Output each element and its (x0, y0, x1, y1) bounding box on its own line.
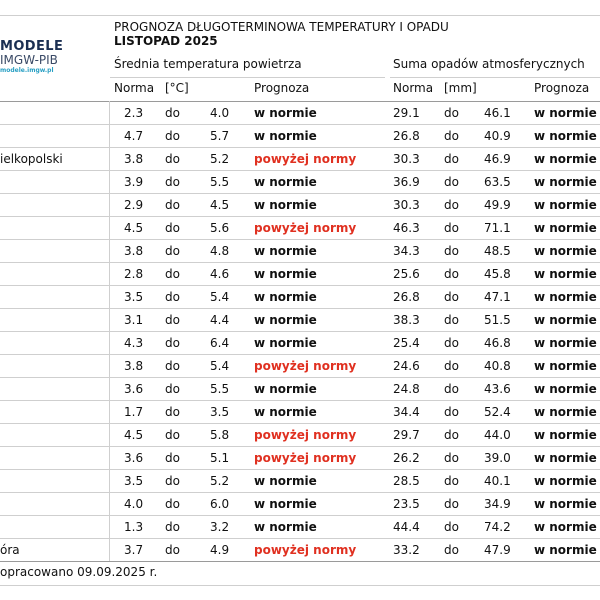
precip-forecast: w normie (534, 474, 597, 488)
precip-norm-separator: do (444, 428, 459, 442)
precip-forecast: w normie (534, 382, 597, 396)
precip-forecast: w normie (534, 244, 597, 258)
precip-norm-separator: do (444, 336, 459, 350)
page-subtitle: LISTOPAD 2025 (114, 34, 218, 48)
logo-main-text: MODELE (0, 39, 64, 54)
temp-norm-max: 4.4 (210, 313, 230, 327)
temp-forecast: w normie (254, 336, 317, 350)
precip-forecast: w normie (534, 152, 597, 166)
precip-norm-min: 25.6 (393, 267, 420, 281)
footer-divider (0, 585, 600, 586)
temp-norm-min: 4.3 (124, 336, 144, 350)
temp-norm-separator: do (165, 313, 180, 327)
temp-forecast: w normie (254, 474, 317, 488)
precip-norm-min: 44.4 (393, 520, 420, 534)
precip-norm-max: 49.9 (484, 198, 511, 212)
precip-norm-max: 44.0 (484, 428, 511, 442)
precip-norm-min: 46.3 (393, 221, 420, 235)
temp-norm-max: 5.2 (210, 152, 230, 166)
precip-norm-max: 34.9 (484, 497, 511, 511)
precip-norm-min: 26.8 (393, 290, 420, 304)
temp-norm-min: 4.5 (124, 428, 144, 442)
precip-norm-separator: do (444, 267, 459, 281)
col-temp-norma: Norma (114, 81, 155, 95)
precip-norm-max: 46.9 (484, 152, 511, 166)
precip-norm-min: 38.3 (393, 313, 420, 327)
precip-norm-min: 29.7 (393, 428, 420, 442)
col-temp-prognoza: Prognoza (254, 81, 310, 95)
temp-norm-separator: do (165, 428, 180, 442)
precipitation-section-title: Suma opadów atmosferycznych (393, 57, 585, 71)
precip-norm-max: 51.5 (484, 313, 511, 327)
region-name: óra (0, 543, 20, 557)
temp-norm-min: 3.7 (124, 543, 144, 557)
temp-norm-max: 5.4 (210, 290, 230, 304)
temp-norm-min: 3.8 (124, 359, 144, 373)
precip-norm-max: 52.4 (484, 405, 511, 419)
precip-norm-min: 25.4 (393, 336, 420, 350)
temp-forecast: w normie (254, 520, 317, 534)
precip-forecast: w normie (534, 129, 597, 143)
precip-norm-min: 24.8 (393, 382, 420, 396)
temp-norm-min: 3.1 (124, 313, 144, 327)
temp-forecast: w normie (254, 244, 317, 258)
precip-forecast: w normie (534, 520, 597, 534)
temp-forecast: w normie (254, 106, 317, 120)
region-name: ielkopolski (0, 152, 63, 166)
temp-norm-max: 5.2 (210, 474, 230, 488)
precip-norm-separator: do (444, 152, 459, 166)
precip-norm-separator: do (444, 405, 459, 419)
temp-norm-min: 3.5 (124, 474, 144, 488)
temp-norm-separator: do (165, 221, 180, 235)
col-precip-unit: [mm] (444, 81, 477, 95)
precip-norm-min: 34.4 (393, 405, 420, 419)
temp-forecast: w normie (254, 129, 317, 143)
temp-norm-max: 6.4 (210, 336, 230, 350)
precip-norm-separator: do (444, 106, 459, 120)
precip-norm-max: 39.0 (484, 451, 511, 465)
temp-norm-max: 3.5 (210, 405, 230, 419)
precip-norm-separator: do (444, 382, 459, 396)
precip-norm-max: 63.5 (484, 175, 511, 189)
temp-norm-max: 5.5 (210, 382, 230, 396)
col-precip-prognoza: Prognoza (534, 81, 590, 95)
temp-norm-separator: do (165, 336, 180, 350)
temp-forecast: powyżej normy (254, 543, 357, 557)
precip-norm-max: 46.8 (484, 336, 511, 350)
temp-norm-separator: do (165, 290, 180, 304)
precip-norm-separator: do (444, 244, 459, 258)
precip-forecast: w normie (534, 543, 597, 557)
temp-norm-min: 1.3 (124, 520, 144, 534)
temp-forecast: w normie (254, 198, 317, 212)
footer-note: opracowano 09.09.2025 r. (0, 565, 158, 579)
temp-forecast: powyżej normy (254, 451, 357, 465)
col-temp-unit: [°C] (165, 81, 189, 95)
precip-forecast: w normie (534, 267, 597, 281)
temp-norm-separator: do (165, 152, 180, 166)
temp-norm-separator: do (165, 543, 180, 557)
precip-forecast: w normie (534, 405, 597, 419)
precip-forecast: w normie (534, 428, 597, 442)
temp-norm-max: 3.2 (210, 520, 230, 534)
temp-norm-max: 4.8 (210, 244, 230, 258)
temp-norm-max: 5.8 (210, 428, 230, 442)
precip-norm-separator: do (444, 198, 459, 212)
precip-norm-max: 40.1 (484, 474, 511, 488)
temp-forecast: w normie (254, 267, 317, 281)
precip-norm-separator: do (444, 313, 459, 327)
temp-forecast: w normie (254, 290, 317, 304)
precip-norm-separator: do (444, 129, 459, 143)
precip-norm-separator: do (444, 451, 459, 465)
precip-forecast: w normie (534, 451, 597, 465)
precip-norm-min: 26.8 (393, 129, 420, 143)
temp-norm-separator: do (165, 520, 180, 534)
precip-section-underline (390, 77, 600, 78)
temp-norm-min: 2.3 (124, 106, 144, 120)
precip-forecast: w normie (534, 175, 597, 189)
temp-norm-separator: do (165, 106, 180, 120)
temp-norm-separator: do (165, 198, 180, 212)
temp-norm-min: 4.5 (124, 221, 144, 235)
precip-norm-max: 71.1 (484, 221, 511, 235)
top-divider (0, 15, 600, 16)
precip-norm-max: 47.1 (484, 290, 511, 304)
temperature-section-title: Średnia temperatura powietrza (114, 57, 302, 71)
temp-norm-min: 3.8 (124, 152, 144, 166)
temp-forecast: powyżej normy (254, 152, 357, 166)
precip-norm-min: 30.3 (393, 198, 420, 212)
temp-norm-min: 3.6 (124, 451, 144, 465)
temp-norm-separator: do (165, 382, 180, 396)
precip-norm-separator: do (444, 359, 459, 373)
temp-norm-max: 5.6 (210, 221, 230, 235)
temp-norm-separator: do (165, 359, 180, 373)
temp-norm-min: 2.8 (124, 267, 144, 281)
precip-norm-max: 48.5 (484, 244, 511, 258)
precip-norm-min: 23.5 (393, 497, 420, 511)
temp-norm-min: 3.8 (124, 244, 144, 258)
temp-norm-max: 4.0 (210, 106, 230, 120)
precip-norm-max: 43.6 (484, 382, 511, 396)
precip-forecast: w normie (534, 198, 597, 212)
temp-norm-min: 1.7 (124, 405, 144, 419)
precip-norm-max: 46.1 (484, 106, 511, 120)
temp-forecast: w normie (254, 405, 317, 419)
temp-norm-separator: do (165, 129, 180, 143)
logo (0, 40, 63, 74)
temp-forecast: w normie (254, 313, 317, 327)
precip-norm-max: 74.2 (484, 520, 511, 534)
precip-norm-min: 29.1 (393, 106, 420, 120)
temp-norm-min: 3.5 (124, 290, 144, 304)
precip-forecast: w normie (534, 336, 597, 350)
precip-norm-min: 36.9 (393, 175, 420, 189)
table-bottom-divider (0, 561, 600, 562)
temp-norm-separator: do (165, 244, 180, 258)
temp-forecast: w normie (254, 497, 317, 511)
temp-norm-min: 3.6 (124, 382, 144, 396)
precip-norm-max: 40.8 (484, 359, 511, 373)
temp-norm-separator: do (165, 474, 180, 488)
precip-norm-separator: do (444, 543, 459, 557)
temp-norm-min: 2.9 (124, 198, 144, 212)
logo-url-text: modele.imgw.pl (0, 67, 54, 74)
temp-norm-separator: do (165, 175, 180, 189)
temp-norm-max: 4.6 (210, 267, 230, 281)
temp-norm-max: 5.4 (210, 359, 230, 373)
precip-norm-min: 24.6 (393, 359, 420, 373)
temp-forecast: powyżej normy (254, 428, 357, 442)
precip-norm-separator: do (444, 497, 459, 511)
precip-norm-separator: do (444, 474, 459, 488)
temp-section-underline (110, 77, 385, 78)
precip-norm-min: 30.3 (393, 152, 420, 166)
temp-norm-separator: do (165, 451, 180, 465)
precip-forecast: w normie (534, 290, 597, 304)
precip-forecast: w normie (534, 359, 597, 373)
precip-norm-max: 40.9 (484, 129, 511, 143)
col-precip-norma: Norma (393, 81, 434, 95)
temp-forecast: powyżej normy (254, 359, 357, 373)
temp-norm-min: 3.9 (124, 175, 144, 189)
precip-norm-min: 28.5 (393, 474, 420, 488)
precip-norm-separator: do (444, 520, 459, 534)
logo-sub-text: IMGW-PIB (0, 53, 58, 67)
precip-norm-max: 47.9 (484, 543, 511, 557)
temp-norm-separator: do (165, 267, 180, 281)
temp-norm-max: 5.1 (210, 451, 230, 465)
temp-norm-max: 4.5 (210, 198, 230, 212)
precip-norm-max: 45.8 (484, 267, 511, 281)
precip-forecast: w normie (534, 497, 597, 511)
precip-norm-min: 33.2 (393, 543, 420, 557)
temp-forecast: w normie (254, 382, 317, 396)
page-title: PROGNOZA DŁUGOTERMINOWA TEMPERATURY I OPADU (114, 20, 449, 34)
precip-forecast: w normie (534, 313, 597, 327)
precip-norm-separator: do (444, 175, 459, 189)
precip-norm-min: 26.2 (393, 451, 420, 465)
temp-norm-min: 4.0 (124, 497, 144, 511)
temp-norm-max: 6.0 (210, 497, 230, 511)
precip-forecast: w normie (534, 221, 597, 235)
temp-norm-min: 4.7 (124, 129, 144, 143)
precip-norm-min: 34.3 (393, 244, 420, 258)
temp-norm-max: 5.5 (210, 175, 230, 189)
temp-forecast: powyżej normy (254, 221, 357, 235)
temp-norm-max: 5.7 (210, 129, 230, 143)
temp-norm-separator: do (165, 497, 180, 511)
temp-norm-separator: do (165, 405, 180, 419)
temp-norm-max: 4.9 (210, 543, 230, 557)
precip-forecast: w normie (534, 106, 597, 120)
precip-norm-separator: do (444, 221, 459, 235)
temp-forecast: w normie (254, 175, 317, 189)
precip-norm-separator: do (444, 290, 459, 304)
